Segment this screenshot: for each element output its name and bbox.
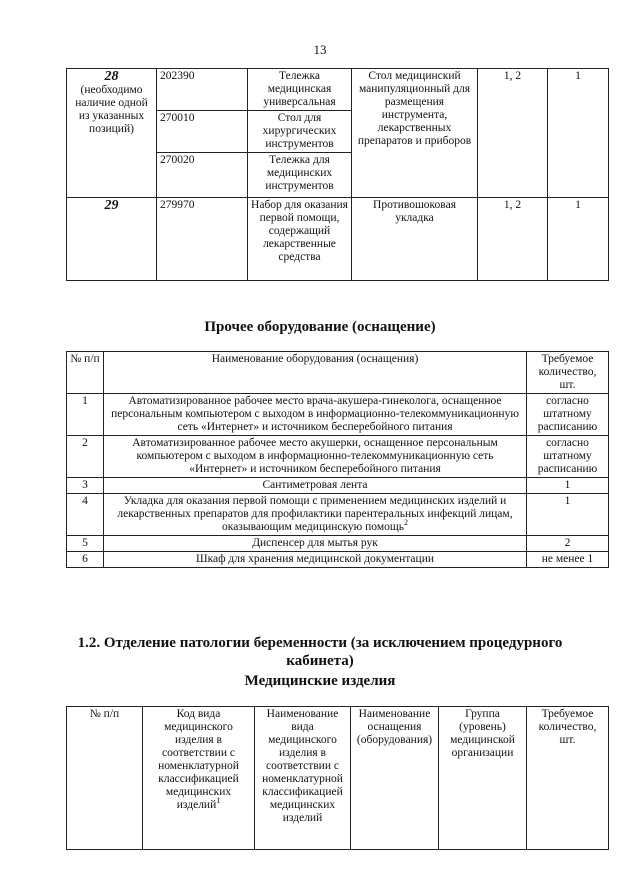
equipment-cell: Стол медицинский манипуляционный для размещения инструмента, лекарственных препаратов и приборов <box>352 69 478 198</box>
header-name: Наименование оборудования (оснащения) <box>104 352 527 394</box>
row-name <box>104 494 527 536</box>
table-row <box>67 494 609 536</box>
row-number: 29 <box>104 198 119 213</box>
row-number-cell <box>67 198 157 281</box>
name-cell: Стол для хирургических инструментов <box>248 111 352 153</box>
group-cell: 1, 2 <box>478 198 548 281</box>
table-row <box>67 536 609 552</box>
equipment-cell: Противошоковая укладка <box>352 198 478 281</box>
header-code <box>143 707 255 850</box>
header-name: Наименование вида медицинского изделия в соответствии с номенклатурной классификацией медицинских изделий <box>255 707 351 850</box>
row-number: 28 <box>104 69 119 84</box>
group-cell: 1, 2 <box>478 69 548 198</box>
table-row <box>67 198 609 281</box>
row-name: Диспенсер для мытья рук <box>104 536 527 552</box>
code-cell: 270010 <box>157 111 248 153</box>
equipment-table-continued <box>66 68 609 281</box>
header-qty: Требуемое количество, шт. <box>527 352 609 394</box>
row-qty: 1 <box>527 494 609 536</box>
row-name: Автоматизированное рабочее место акушерки, оснащенное персональным компьютером с выходом в информационно-телекоммуникационную сеть «Интернет» и источником бесперебойного питания <box>104 436 527 478</box>
table-row <box>67 69 609 111</box>
header-code-text: Код вида медицинского изделия в соответствии с номенклатурной классификацией медицинских изделий <box>158 708 239 811</box>
row-num: 1 <box>67 394 104 436</box>
code-cell: 202390 <box>157 69 248 111</box>
row-name-text: Укладка для оказания первой помощи с применением медицинских изделий и лекарственных препаратов для профилактики парентеральных инфекций лицам, оказывающим медицинскую помощь <box>117 495 513 533</box>
section-title-pregnancy-pathology: 1.2. Отделение патологии беременности (за исключением процедурного кабинета) <box>77 635 563 669</box>
table-row <box>67 552 609 568</box>
row-name: Сантиметровая лента <box>104 478 527 494</box>
code-cell: 279970 <box>157 198 248 281</box>
row-note: (необходимо наличие одной из указанных позиций) <box>75 84 148 135</box>
row-num: 4 <box>67 494 104 536</box>
header-qty: Требуемое количество, шт. <box>527 707 609 850</box>
header-num: № п/п <box>67 352 104 394</box>
row-num: 6 <box>67 552 104 568</box>
qty-cell: 1 <box>548 198 609 281</box>
table-header-row <box>67 707 609 850</box>
row-name: Автоматизированное рабочее место врача-акушера-гинеколога, оснащенное персональным компьютером с выходом в информационно-телекоммуникационную сеть «Интернет» и источником бесперебойного питания <box>104 394 527 436</box>
page-number: 13 <box>313 42 327 57</box>
header-group: Группа (уровень) медицинской организации <box>439 707 527 850</box>
row-qty: 1 <box>527 478 609 494</box>
row-qty: 2 <box>527 536 609 552</box>
medical-devices-table <box>66 706 609 850</box>
table-header-row <box>67 352 609 394</box>
header-num: № п/п <box>67 707 143 850</box>
row-num: 2 <box>67 436 104 478</box>
row-qty: согласно штатному расписанию <box>527 436 609 478</box>
section-title-other-equipment: Прочее оборудование (оснащение) <box>204 319 436 335</box>
table-row <box>67 436 609 478</box>
section-subtitle-medical-devices: Медицинские изделия <box>244 673 396 689</box>
row-qty: не менее 1 <box>527 552 609 568</box>
row-num: 3 <box>67 478 104 494</box>
name-cell: Набор для оказания первой помощи, содержащий лекарственные средства <box>248 198 352 281</box>
footnote-mark: 1 <box>216 796 221 806</box>
table-row <box>67 394 609 436</box>
name-cell: Тележка для медицинских инструментов <box>248 153 352 198</box>
header-equipment: Наименование оснащения (оборудования) <box>351 707 439 850</box>
name-cell: Тележка медицинская универсальная <box>248 69 352 111</box>
row-name: Шкаф для хранения медицинской документации <box>104 552 527 568</box>
row-qty: согласно штатному расписанию <box>527 394 609 436</box>
row-num: 5 <box>67 536 104 552</box>
qty-cell: 1 <box>548 69 609 198</box>
code-cell: 270020 <box>157 153 248 198</box>
other-equipment-table <box>66 351 609 568</box>
table-row <box>67 478 609 494</box>
footnote-mark: 2 <box>403 518 408 528</box>
row-number-cell <box>67 69 157 198</box>
